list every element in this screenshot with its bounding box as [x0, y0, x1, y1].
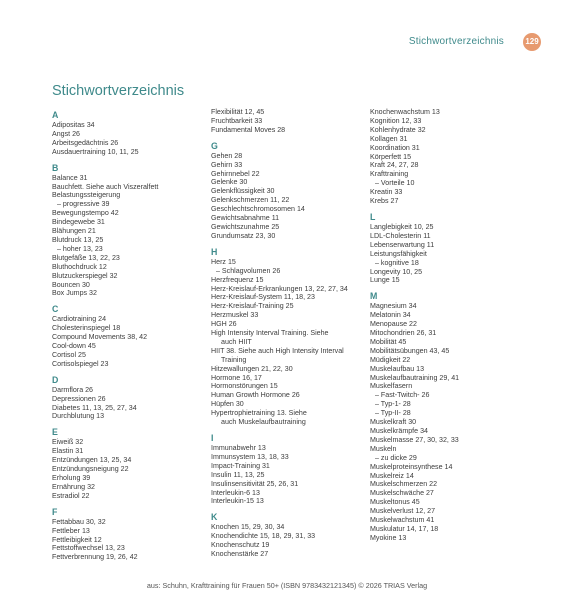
index-entry: Kognition 12, 33 — [370, 116, 422, 125]
index-entry: Hitzewallungen 21, 22, 30 — [211, 364, 293, 373]
index-column-2 — [211, 108, 376, 565]
index-entry: Hüpfen 30 — [211, 400, 244, 409]
index-section — [52, 427, 217, 500]
index-entry: Erholung 39 — [52, 474, 91, 482]
index-entry: Cholesterinspiegel 18 — [52, 324, 121, 333]
index-entry: Mitochondrien 26, 31 — [370, 329, 437, 338]
index-entry: Knochen 15, 29, 30, 34 — [211, 523, 285, 532]
index-entry: – Vorteile 10 — [375, 179, 415, 188]
index-entry: Leistungsfähigkeit — [370, 249, 427, 258]
index-entry: – zu dicke 29 — [375, 453, 417, 462]
index-entry: LDL-Cholesterin 11 — [370, 231, 431, 240]
index-entry: Knochenwachstum 13 — [370, 108, 440, 116]
index-entry: Muskelaufbau 13 — [370, 364, 425, 373]
index-letter-heading: I — [211, 433, 214, 443]
index-entry: Melatonin 34 — [370, 311, 411, 320]
index-entry: Fettleber 13 — [52, 526, 90, 535]
index-entry: Lebenserwartung 11 — [370, 240, 435, 249]
index-entry: Bindegewebe 31 — [52, 218, 105, 227]
index-entry: Knochenstärke 27 — [211, 550, 269, 559]
index-entry: Muskelaufbautraining 29, 41 — [370, 373, 460, 382]
index-section — [52, 375, 217, 422]
index-letter-heading: H — [211, 246, 218, 257]
index-entry: Herzmuskel 33 — [211, 311, 259, 320]
index-entry: HIIT 38. Siehe auch High Intensity Interval — [211, 346, 344, 355]
index-entry: – hoher 13, 23 — [57, 244, 103, 253]
index-entry: Kollagen 31 — [370, 134, 408, 143]
index-entry: Muskelproteinsynthese 14 — [370, 462, 453, 471]
index-entry: Herz-Kreislauf-Erkrankungen 13, 22, 27, 34 — [211, 284, 348, 293]
index-entry: Arbeitsgedächtnis 26 — [52, 138, 119, 147]
index-entry: Human Growth Hormone 26 — [211, 391, 300, 400]
source-footer: aus: Schuhn, Krafttraining für Frauen 50+ (ISBN 9783432121345) © 2026 TRIAS Verlag — [146, 581, 428, 590]
index-entry: Krafttraining — [370, 170, 409, 179]
index-entry: Interleukin-15 13 — [211, 497, 264, 506]
index-entry: Interleukin-6 13 — [211, 488, 260, 497]
index-entry: Training — [221, 355, 247, 364]
index-entry: Gehen 28 — [211, 151, 243, 160]
index-entry: Muskelfasern — [370, 382, 413, 391]
index-entry: Müdigkeit 22 — [370, 355, 411, 364]
index-entry: Immunabwehr 13 — [211, 444, 266, 452]
index-entry: Muskelkraft 30 — [370, 418, 417, 427]
index-entry: Longevity 10, 25 — [370, 267, 423, 276]
index-entry: Geschlechtschromosomen 14 — [211, 205, 305, 214]
index-entry: Hormone 16, 17 — [211, 373, 262, 382]
index-entry: Bouncen 30 — [52, 280, 90, 289]
index-entry: Hypertrophietraining 13. Siehe — [211, 409, 307, 418]
index-section — [211, 108, 376, 135]
index-entry: Kreatin 33 — [370, 188, 403, 197]
index-entry: Krebs 27 — [370, 197, 399, 206]
index-entry: Flexibilität 12, 45 — [211, 108, 265, 116]
index-entry: Menopause 22 — [370, 320, 417, 329]
index-entry: Fruchtbarkeit 33 — [211, 116, 263, 125]
index-letter-heading: K — [211, 512, 218, 523]
index-entry: Muskeltonus 45 — [370, 498, 420, 507]
index-entry: Bewegungstempo 42 — [52, 209, 119, 218]
index-entry: – kognitive 18 — [375, 258, 419, 267]
index-entry: Compound Movements 38, 42 — [52, 333, 148, 342]
index-entry: Gewichtsabnahme 11 — [211, 214, 280, 223]
index-entry: Box Jumps 32 — [52, 289, 97, 298]
index-letter-heading: E — [52, 427, 58, 438]
index-entry: Herz 15 — [211, 257, 236, 266]
index-entry: Körperfett 15 — [370, 152, 412, 161]
index-entry: Elastin 31 — [52, 447, 84, 456]
index-entry: Bluthochdruck 12 — [52, 262, 107, 271]
index-entry: Impact-Training 31 — [211, 461, 270, 470]
index-entry: Ausdauertraining 10, 11, 25 — [52, 147, 139, 156]
index-entry: HGH 26 — [211, 320, 237, 329]
index-letter-heading: B — [52, 162, 59, 173]
index-entry: Muskelmasse 27, 30, 32, 33 — [370, 435, 459, 444]
index-entry: Myokine 13 — [370, 533, 407, 542]
index-entry: Mobilität 45 — [370, 337, 407, 346]
index-entry: Knochendichte 15, 18, 29, 31, 33 — [211, 532, 316, 541]
index-letter-heading: F — [52, 506, 58, 517]
index-entry: Gewichtszunahme 25 — [211, 222, 280, 231]
page-number-badge: 129 — [523, 33, 541, 51]
index-entry: Darmflora 26 — [52, 385, 94, 394]
index-entry: Gelenkschmerzen 11, 22 — [211, 196, 290, 205]
index-entry: Fettabbau 30, 32 — [52, 517, 106, 526]
index-section — [211, 141, 376, 241]
index-entry: Muskelwachstum 41 — [370, 516, 435, 525]
index-letter-heading: L — [370, 211, 376, 222]
index-section — [52, 110, 217, 157]
index-entry: Herz-Kreislauf-Training 25 — [211, 302, 294, 311]
index-entry: Estradiol 22 — [52, 491, 90, 500]
index-entry: Fettverbrennung 19, 26, 42 — [52, 553, 138, 562]
index-entry: Eiweiß 32 — [52, 438, 84, 447]
index-entry: Depressionen 26 — [52, 394, 106, 403]
index-entry: Entzündungen 13, 25, 34 — [52, 456, 132, 465]
index-entry: Lunge 15 — [370, 276, 400, 285]
index-entry: Diabetes 11, 13, 25, 27, 34 — [52, 403, 137, 412]
index-entry: Belastungssteigerung — [52, 191, 121, 200]
index-entry: Muskulatur 14, 17, 18 — [370, 524, 439, 533]
index-entry: Ernährung 32 — [52, 482, 95, 491]
index-entry: Mobilitätsübungen 43, 45 — [370, 346, 450, 355]
index-entry: Fettstoffwechsel 13, 23 — [52, 544, 125, 553]
index-entry: Insulin 11, 13, 25 — [211, 470, 265, 479]
index-letter-heading: D — [52, 374, 59, 385]
index-entry: auch Muskelaufbautraining — [221, 418, 306, 427]
index-entry: – Typ-1- 28 — [375, 400, 411, 409]
index-entry: Entzündungsneigung 22 — [52, 465, 129, 474]
index-entry: Balance 31 — [52, 173, 88, 182]
index-entry: Herz-Kreislauf-System 11, 18, 23 — [211, 293, 315, 302]
index-entry: Koordination 31 — [370, 143, 420, 152]
index-entry: Knochenschutz 19 — [211, 541, 270, 550]
index-section — [52, 163, 217, 299]
index-entry: – Schlagvolumen 26 — [216, 266, 281, 275]
index-column-1 — [52, 108, 217, 568]
index-entry: Muskeln — [370, 444, 397, 453]
index-entry: Muskelschwäche 27 — [370, 489, 434, 498]
index-entry: Muskelschmerzen 22 — [370, 480, 438, 489]
index-entry: Gelenkflüssigkeit 30 — [211, 187, 275, 196]
index-entry: Langlebigkeit 10, 25 — [370, 222, 434, 231]
index-entry: Blutdruck 13, 25 — [52, 235, 104, 244]
index-entry: Magnesium 34 — [370, 302, 417, 311]
index-entry: Blähungen 21 — [52, 227, 96, 236]
index-letter-heading: G — [211, 140, 218, 151]
index-section — [211, 247, 376, 427]
index-entry: Gehirn 33 — [211, 160, 243, 169]
index-entry: Hormonstörungen 15 — [211, 382, 278, 391]
index-entry: Gehirnnebel 22 — [211, 169, 260, 178]
index-entry: Adipositas 34 — [52, 121, 95, 129]
index-section — [370, 291, 535, 542]
index-entry: Grundumsatz 23, 30 — [211, 231, 276, 240]
index-entry: Blutgefäße 13, 22, 23 — [52, 253, 120, 262]
index-section — [52, 304, 217, 368]
page-title: Stichwortverzeichnis — [52, 83, 185, 99]
index-entry: Fundamental Moves 28 — [211, 125, 286, 134]
index-entry: – Typ-II- 28 — [375, 409, 411, 418]
index-letter-heading: M — [370, 291, 378, 302]
index-section — [52, 507, 217, 563]
index-entry: Durchblutung 13 — [52, 412, 105, 421]
index-entry: Kraft 24, 27, 28 — [370, 161, 419, 170]
index-entry: Insulinsensitivität 25, 26, 31 — [211, 479, 299, 488]
index-entry: Fettleibigkeit 12 — [52, 535, 102, 544]
index-entry: High Intensity Interval Training. Siehe — [211, 329, 329, 338]
index-entry: Herzfrequenz 15 — [211, 275, 264, 284]
index-letter-heading: C — [52, 304, 59, 315]
index-section — [211, 433, 376, 506]
index-entry: Muskelreiz 14 — [370, 471, 414, 480]
index-entry: Kohlenhydrate 32 — [370, 125, 426, 134]
index-entry: – Fast-Twitch- 26 — [375, 391, 430, 400]
index-entry: auch HIIT — [221, 337, 252, 346]
index-entry: Muskelkrämpfe 34 — [370, 427, 428, 435]
index-entry: Gelenke 30 — [211, 178, 248, 187]
index-entry: Immunsystem 13, 18, 33 — [211, 452, 289, 461]
index-entry: Cardiotraining 24 — [52, 315, 107, 324]
index-column-3 — [370, 108, 535, 549]
index-entry: Cool-down 45 — [52, 342, 96, 351]
index-entry: Cortisol 25 — [52, 350, 86, 359]
index-section — [211, 512, 376, 559]
index-entry: Cortisolspiegel 23 — [52, 359, 109, 368]
index-section — [370, 212, 535, 285]
index-entry: – progressive 39 — [57, 200, 110, 209]
index-section — [370, 108, 535, 206]
index-entry: Angst 26 — [52, 129, 81, 138]
index-entry: Bauchfett. Siehe auch Viszeralfett — [52, 182, 159, 191]
index-entry: Blutzuckerspiegel 32 — [52, 271, 118, 280]
index-entry: Muskelverlust 12, 27 — [370, 507, 436, 516]
running-head-title: Stichwortverzeichnis — [408, 36, 504, 47]
index-letter-heading: A — [52, 110, 59, 120]
